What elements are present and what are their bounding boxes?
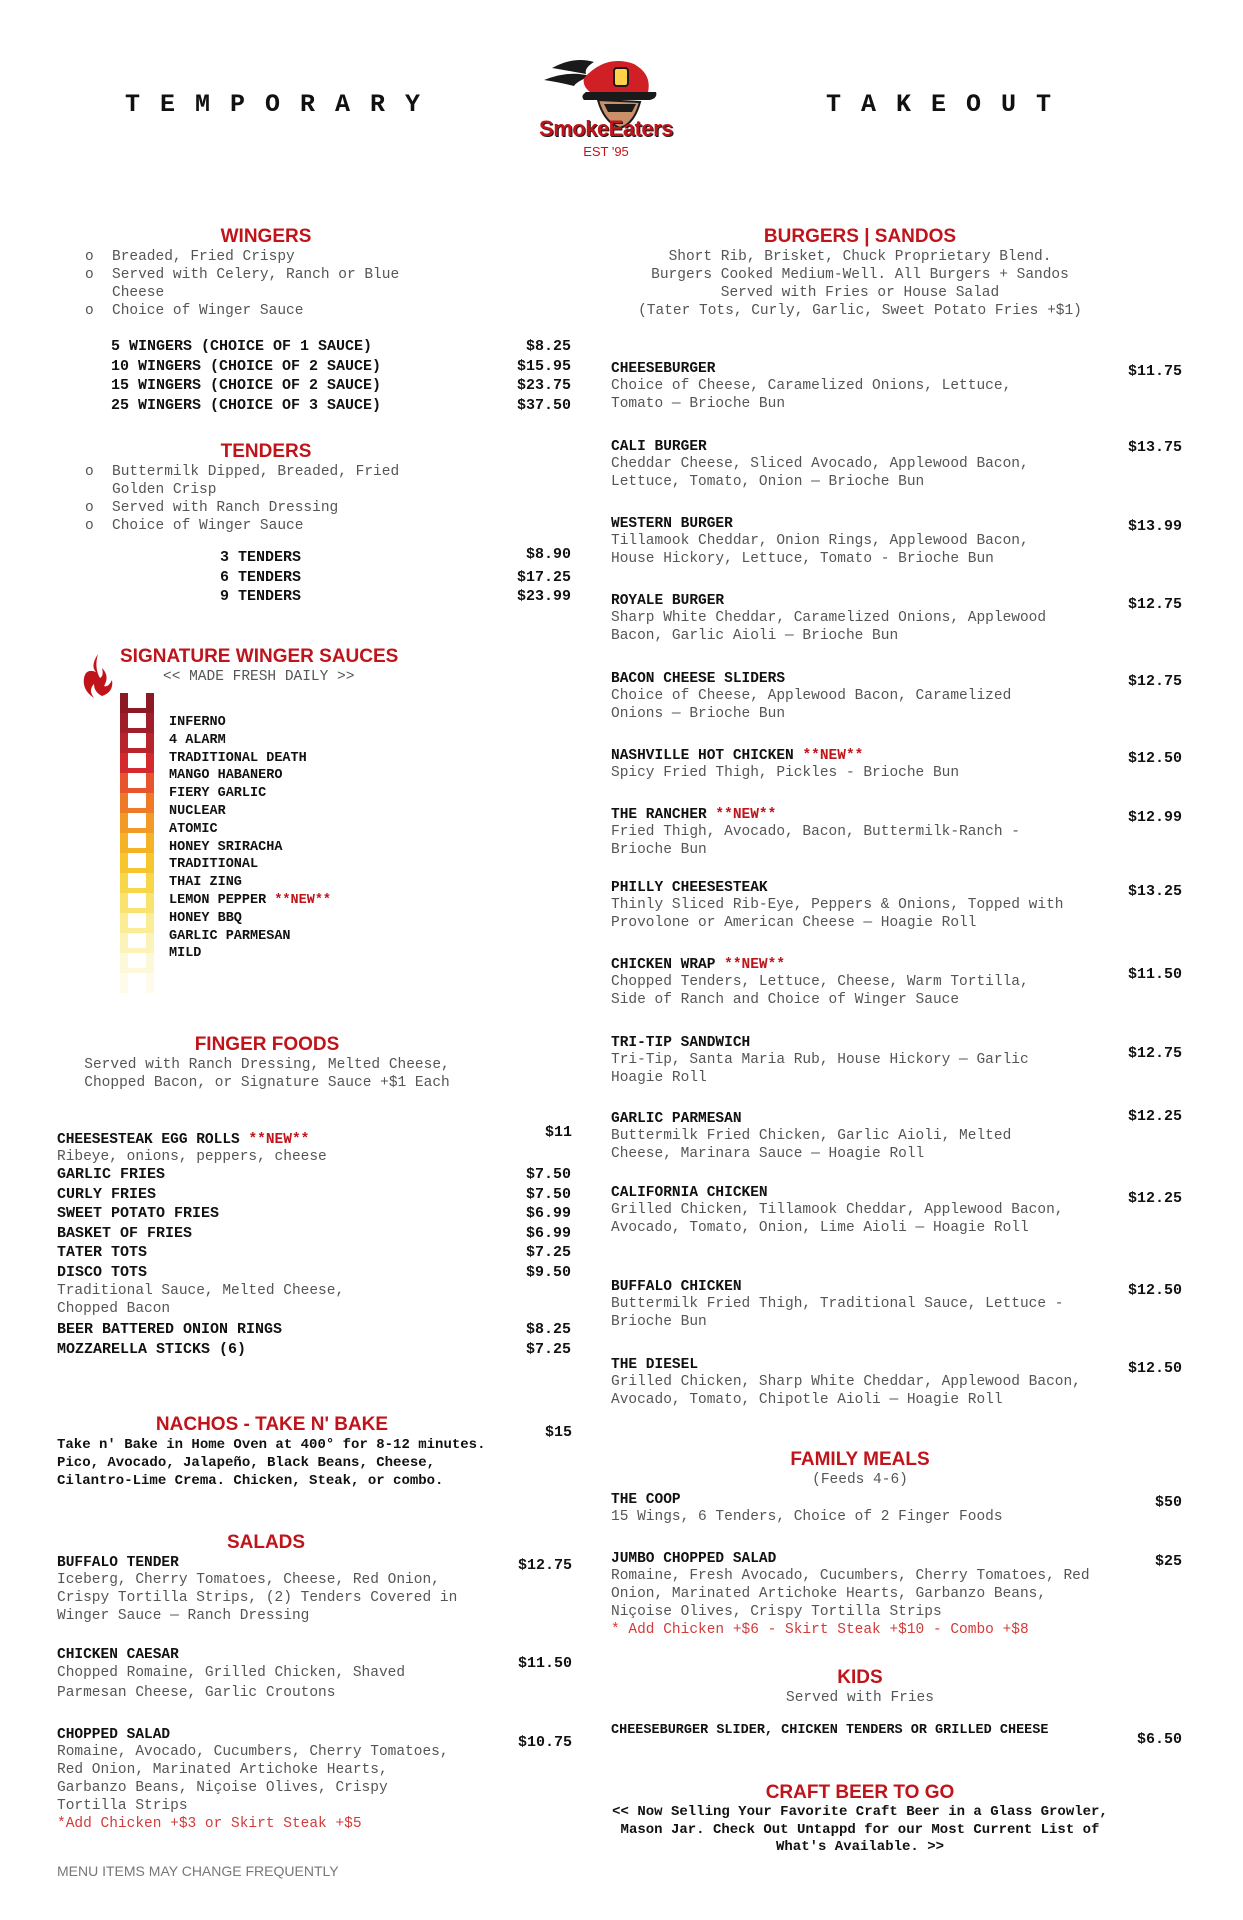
ladder-rail-segment: [146, 713, 154, 734]
burger-price: $12.50: [1127, 1282, 1182, 1299]
list-item: CURLY FRIES $7.50: [57, 1185, 571, 1203]
burger-price: $12.25: [1127, 1108, 1182, 1125]
burger-item-desc: Choice of Cheese, Applewood Bacon, Caramelized Onions — Brioche Bun: [611, 688, 1012, 722]
list-item: MANGO HABANERO: [169, 768, 283, 784]
burger-item-desc: Chopped Tenders, Lettuce, Cheese, Warm Tortilla, Side of Ranch and Choice of Winger Sauce: [611, 974, 1029, 1008]
burger-item-desc: Thinly Sliced Rib-Eye, Peppers & Onions, Topped with Provolone or American Cheese — Hoagie Roll: [611, 897, 1064, 931]
list-item: 25 WINGERS (CHOICE OF 3 SAUCE) $37.50: [111, 396, 571, 414]
salad-item-chopped: CHOPPED SALAD Romaine, Avocado, Cucumbers, Cherry Tomatoes, Red Onion, Marinated Artichoke Hearts, Garbanzo Beans, Niçoise Olives, Crispy Tortilla Strips *Add Chicken +$3 or Skirt Steak +$5: [57, 1727, 457, 1833]
craft-beer-title: CRAFT BEER TO GO: [765, 1782, 955, 1803]
burger-price: $11.75: [1127, 363, 1182, 380]
new-badge: **NEW**: [802, 748, 864, 764]
smokeeaters-logo: [524, 48, 688, 166]
burgers-title: BURGERS | SANDOS: [763, 226, 957, 247]
ladder-rung: [128, 768, 146, 773]
header-right-word: TAKEOUT: [826, 90, 1072, 119]
family-add-note: * Add Chicken +$6 - Skirt Steak +$10 - Combo +$8: [611, 1622, 1029, 1638]
burger-item-name: BACON CHEESE SLIDERS: [611, 671, 786, 687]
list-item: o Served with Celery, Ranch or Blue Cheese: [82, 266, 442, 302]
tenders-title: TENDERS: [220, 441, 312, 462]
burger-item-desc: Spicy Fried Thigh, Pickles - Brioche Bun: [611, 765, 960, 781]
kids-price: $6.50: [1136, 1731, 1182, 1748]
ladder-rail-segment: [120, 973, 128, 993]
ladder-rail-segment: [120, 893, 128, 914]
finger-foods-title: FINGER FOODS: [194, 1034, 340, 1055]
burger-item-desc: Buttermilk Fried Thigh, Traditional Sauce, Lettuce - Brioche Bun: [611, 1296, 1064, 1330]
list-item: SWEET POTATO FRIES $6.99: [57, 1205, 571, 1222]
ladder-rail-segment: [146, 813, 154, 834]
burger-item-name: THE DIESEL: [611, 1357, 699, 1373]
burger-item-desc: Sharp White Cheddar, Caramelized Onions, Applewood Bacon, Garlic Aioli — Brioche Bun: [611, 610, 1047, 644]
burger-item-name: BUFFALO CHICKEN: [611, 1279, 742, 1295]
ladder-rail-segment: [120, 733, 128, 754]
ladder-rail-segment: [146, 873, 154, 894]
nachos-title: NACHOS - TAKE N' BAKE: [155, 1414, 389, 1435]
list-item: TRADITIONAL DEATH: [169, 750, 307, 766]
ladder-rail-segment: [120, 693, 128, 714]
family-meals-title: FAMILY MEALS: [790, 1449, 930, 1470]
list-item: FIERY GARLIC: [169, 786, 267, 802]
ladder-rail-segment: [120, 773, 128, 794]
list-item: 6 TENDERS $17.25: [220, 568, 571, 586]
ladder-rung: [128, 728, 146, 733]
ladder-rail-segment: [146, 933, 154, 954]
burger-item-name: WESTERN BURGER: [611, 516, 733, 532]
salad-price: $11.50: [517, 1655, 572, 1672]
burger-item: [611, 880, 1071, 932]
list-item: GARLIC PARMESAN: [169, 928, 291, 944]
list-item: HONEY SRIRACHA: [169, 839, 283, 855]
new-badge: **NEW**: [274, 892, 332, 908]
list-item: DISCO TOTS $9.50: [57, 1263, 571, 1281]
burger-item-name: TRI-TIP SANDWICH: [611, 1035, 751, 1051]
ladder-rung: [128, 788, 146, 793]
burger-item-name: CALI BURGER: [611, 439, 707, 455]
list-item: ATOMIC: [169, 821, 218, 837]
salads-title: SALADS: [226, 1532, 306, 1553]
burger-item-name: CALIFORNIA CHICKEN: [611, 1185, 768, 1201]
craft-beer-desc: << Now Selling Your Favorite Craft Beer in a Glass Growler, Mason Jar. Check Out Untappd for our Most Current List of What's Available. >>: [612, 1804, 1108, 1855]
ladder-rail-segment: [120, 833, 128, 854]
ladder-rail-segment: [120, 953, 128, 974]
family-item-jumbo-salad: JUMBO CHOPPED SALAD Romaine, Fresh Avocado, Cucumbers, Cherry Tomatoes, Red Onion, Marinated Artichoke Hearts, Garbanzo Beans, Niçoise Olives, Crispy Tortilla Strips * Add Chicken +$6 - Skirt Steak +$10 - Combo +$8: [611, 1551, 1101, 1639]
burger-price: $12.50: [1127, 750, 1182, 767]
ladder-rung: [128, 748, 146, 753]
list-item: 15 WINGERS (CHOICE OF 2 SAUCE) $23.75: [111, 377, 571, 394]
logo-wordmark: SmokeEaters: [539, 116, 673, 141]
nachos-desc: Take n' Bake in Home Oven at 400° for 8-12 minutes. Pico, Avocado, Jalapeño, Black Beans, Cheese, Cilantro-Lime Crema. Chicken, Steak, or combo.: [57, 1437, 486, 1489]
ladder-rail-segment: [146, 693, 154, 714]
heat-ladder: [120, 693, 154, 993]
ladder-rung: [128, 928, 146, 933]
list-item: o Choice of Winger Sauce: [82, 302, 442, 320]
burger-price: $12.25: [1127, 1190, 1182, 1207]
tenders-items: [220, 545, 571, 607]
new-badge: **NEW**: [724, 957, 786, 973]
ladder-rung: [128, 908, 146, 913]
salad-item-chicken-caesar: CHICKEN CAESAR Chopped Romaine, Grilled Chicken, Shaved Parmesan Cheese, Garlic Croutons: [57, 1647, 406, 1701]
wingers-title: WINGERS: [220, 226, 312, 247]
kids-subtitle: Served with Fries: [786, 1690, 934, 1706]
ladder-rung: [128, 708, 146, 713]
list-item: 9 TENDERS $23.99: [220, 588, 571, 605]
ladder-rung: [128, 868, 146, 873]
ladder-rail-segment: [120, 813, 128, 834]
list-item: MOZZARELLA STICKS (6) $7.25: [57, 1340, 571, 1358]
burger-price: $13.75: [1127, 439, 1182, 456]
egg-rolls-price: $11: [544, 1124, 572, 1141]
ladder-rail-segment: [120, 913, 128, 934]
family-item-coop: THE COOP 15 Wings, 6 Tenders, Choice of 2 Finger Foods: [611, 1492, 1003, 1525]
burger-item: [611, 593, 1071, 645]
burger-item-name: PHILLY CHEESESTEAK: [611, 880, 768, 896]
ladder-rung: [128, 808, 146, 813]
list-item: BASKET OF FRIES $6.99: [57, 1224, 571, 1242]
list-item: o Served with Ranch Dressing: [82, 499, 442, 517]
egg-rolls-item: CHEESESTEAK EGG ROLLS **NEW** Ribeye, onions, peppers, cheese: [57, 1132, 327, 1165]
wingers-bullets: [82, 248, 442, 320]
sauce-list: [169, 714, 429, 963]
wingers-items: [111, 337, 571, 415]
kids-title: KIDS: [837, 1667, 883, 1688]
burger-item-name: GARLIC PARMESAN: [611, 1111, 742, 1127]
burger-item: [611, 1111, 1071, 1163]
list-item: LEMON PEPPER **NEW**: [169, 892, 332, 908]
ladder-rail-segment: [146, 753, 154, 774]
list-item: o Breaded, Fried Crispy: [82, 248, 442, 266]
ladder-rail-segment: [146, 833, 154, 854]
burger-item: [611, 1035, 1071, 1087]
ladder-rail-segment: [146, 793, 154, 814]
ladder-rail-segment: [120, 933, 128, 954]
list-item: TATER TOTS $7.25: [57, 1244, 571, 1261]
burger-item-name: NASHVILLE HOT CHICKEN **NEW**: [611, 748, 864, 764]
list-item: o Choice of Winger Sauce: [82, 517, 442, 535]
ladder-rail-segment: [146, 773, 154, 794]
sauces-subtitle: << MADE FRESH DAILY >>: [163, 669, 355, 685]
list-item: 10 WINGERS (CHOICE OF 2 SAUCE) $15.95: [111, 357, 571, 375]
ladder-rail-segment: [120, 853, 128, 874]
burger-item-desc: Grilled Chicken, Sharp White Cheddar, Applewood Bacon, Avocado, Tomato, Chipotle Aioli — Hoagie Roll: [611, 1374, 1081, 1408]
list-item: GARLIC FRIES $7.50: [57, 1166, 571, 1183]
burger-item-desc: Buttermilk Fried Chicken, Garlic Aioli, Melted Cheese, Marinara Sauce — Hoagie Roll: [611, 1128, 1012, 1162]
list-item: 5 WINGERS (CHOICE OF 1 SAUCE) $8.25: [111, 338, 571, 355]
ladder-rail-segment: [146, 733, 154, 754]
burger-item-desc: Choice of Cheese, Caramelized Onions, Lettuce, Tomato — Brioche Bun: [611, 378, 1012, 412]
list-item: o Buttermilk Dipped, Breaded, Fried Golden Crisp: [82, 463, 442, 499]
logo-est: EST '95: [583, 144, 629, 159]
tenders-bullets: [82, 463, 442, 535]
list-item: TRADITIONAL: [169, 857, 259, 873]
family-meals-subtitle: (Feeds 4-6): [812, 1472, 908, 1488]
burger-price: $12.75: [1127, 673, 1182, 690]
burger-item: [611, 671, 1071, 723]
burger-item-desc: Cheddar Cheese, Sliced Avocado, Applewood Bacon, Lettuce, Tomato, Onion — Brioche Bun: [611, 456, 1029, 490]
new-badge: **NEW**: [248, 1132, 310, 1148]
burger-item-name: ROYALE BURGER: [611, 593, 725, 609]
salad-price: $12.75: [517, 1557, 572, 1574]
list-item: NUCLEAR: [169, 803, 226, 819]
list-item: HONEY BBQ: [169, 910, 242, 926]
ladder-rung: [128, 848, 146, 853]
burger-item-desc: Tillamook Cheddar, Onion Rings, Applewood Bacon, House Hickory, Lettuce, Tomato - Brioche Bun: [611, 533, 1029, 567]
ladder-rail-segment: [146, 953, 154, 974]
list-item: THAI ZING: [169, 875, 242, 891]
burger-item-name: CHICKEN WRAP **NEW**: [611, 957, 786, 973]
ladder-rung: [128, 888, 146, 893]
burger-item: [611, 1185, 1091, 1237]
ladder-rail-segment: [120, 753, 128, 774]
ladder-rung: [128, 828, 146, 833]
burger-item: [611, 1357, 1091, 1409]
burger-item: [611, 1279, 1091, 1331]
salad-item-buffalo-tender: BUFFALO TENDER Iceberg, Cherry Tomatoes, Cheese, Red Onion, Crispy Tortilla Strips, (2) Tenders Covered in Winger Sauce — Ranch Dressing: [57, 1555, 458, 1624]
burger-item: [611, 361, 1071, 413]
burger-price: $13.25: [1127, 883, 1182, 900]
nachos-price: $15: [544, 1424, 572, 1441]
burger-item: [611, 957, 1071, 1009]
burger-item-desc: Grilled Chicken, Tillamook Cheddar, Applewood Bacon, Avocado, Tomato, Onion, Lime Aioli — Hoagie Roll: [611, 1202, 1064, 1236]
burger-price: $12.75: [1127, 1045, 1182, 1062]
burger-price: $12.99: [1127, 809, 1182, 826]
burger-item: [611, 748, 1071, 782]
salad-price: $10.75: [517, 1734, 572, 1751]
list-item: 4 ALARM: [169, 732, 226, 748]
burger-item: [611, 439, 1071, 491]
list-item: 3 TENDERS $8.90: [220, 546, 571, 566]
ladder-rail-segment: [146, 913, 154, 934]
kids-item: CHEESEBURGER SLIDER, CHICKEN TENDERS OR GRILLED CHEESE: [611, 1723, 1049, 1738]
burger-price: $12.50: [1127, 1360, 1182, 1377]
burger-item: [611, 516, 1071, 568]
ladder-rail-segment: [120, 713, 128, 734]
ladder-rung: [128, 968, 146, 973]
burger-item-desc: Tri-Tip, Santa Maria Rub, House Hickory — Garlic Hoagie Roll: [611, 1052, 1029, 1086]
list-item: MILD: [169, 946, 202, 962]
ladder-rail-segment: [146, 853, 154, 874]
heat-ladder-graphic: [120, 693, 154, 993]
sauces-title: SIGNATURE WINGER SAUCES: [120, 646, 399, 667]
family-price: $50: [1154, 1494, 1182, 1511]
salad-add-note: *Add Chicken +$3 or Skirt Steak +$5: [57, 1816, 362, 1832]
finger-foods-subtitle: Served with Ranch Dressing, Melted Cheese, Chopped Bacon, or Signature Sauce +$1 Each: [84, 1057, 450, 1091]
burger-price: $13.99: [1127, 518, 1182, 535]
new-badge: **NEW**: [715, 807, 777, 823]
footer-note: MENU ITEMS MAY CHANGE FREQUENTLY: [57, 1863, 339, 1879]
list-item: INFERNO: [169, 715, 226, 730]
finger-foods-items: [57, 1165, 571, 1359]
flame-icon: [80, 652, 116, 700]
list-item: BEER BATTERED ONION RINGS $8.25: [57, 1321, 571, 1338]
disco-tots-desc: Traditional Sauce, Melted Cheese, Chopped Bacon: [57, 1283, 345, 1317]
burger-item-name: THE RANCHER **NEW**: [611, 807, 777, 823]
header-left-word: TEMPORARY: [125, 90, 441, 119]
burgers-intro: Short Rib, Brisket, Chuck Proprietary Blend. Burgers Cooked Medium-Well. All Burgers + Sandos Served with Fries or House Salad (Tater Tots, Curly, Garlic, Sweet Potato Fries +$1): [638, 249, 1082, 319]
ladder-rung: [128, 948, 146, 953]
burger-item-name: CHEESEBURGER: [611, 361, 716, 377]
burger-item-desc: Fried Thigh, Avocado, Bacon, Buttermilk-Ranch - Brioche Bun: [611, 824, 1020, 858]
ladder-rail-segment: [146, 893, 154, 914]
ladder-rail-segment: [146, 973, 154, 993]
burger-price: $12.75: [1127, 596, 1182, 613]
burger-item: [611, 807, 1071, 859]
burger-price: $11.50: [1127, 966, 1182, 983]
ladder-rail-segment: [120, 873, 128, 894]
ladder-rail-segment: [120, 793, 128, 814]
family-price: $25: [1154, 1553, 1182, 1570]
